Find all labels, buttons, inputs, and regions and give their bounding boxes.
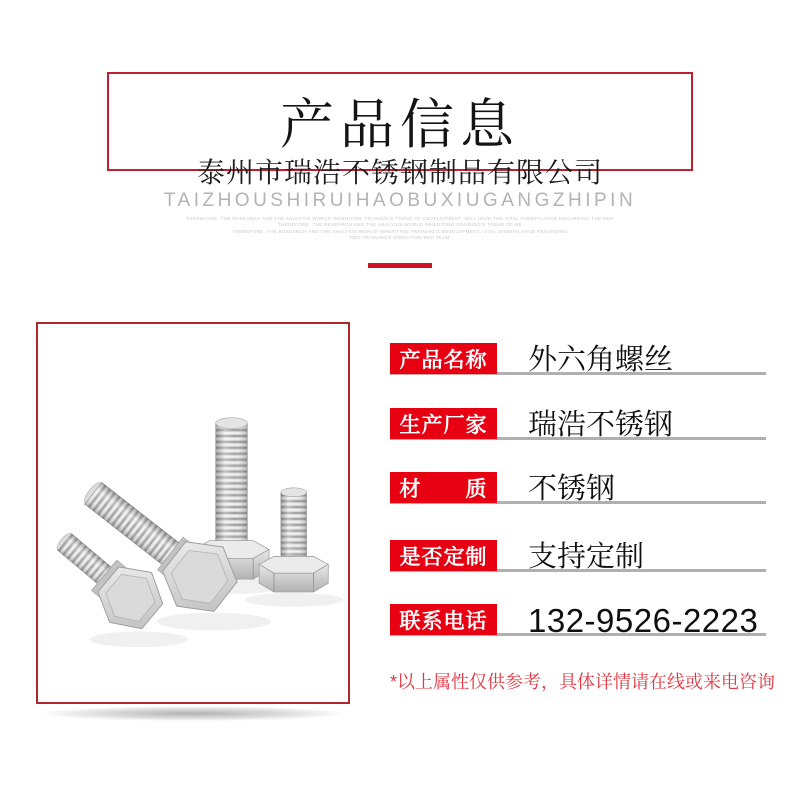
page-title: 产品信息 <box>280 95 520 155</box>
fine-print-line: RED TRAINING'S DIRECTION RED TEAM <box>350 235 450 241</box>
fine-print-line: THEREFORE, THE RESEARCH AND THE ANALYSIS WORLD INHERITING TRAINING'S DEVELOPMENT, VITAL SIGNIFICANCE REGARDING <box>232 228 568 234</box>
spec-row-contact-phone <box>390 604 770 638</box>
spec-value-contact-phone: 132-9526-2223 <box>528 602 759 639</box>
spec-row-material <box>390 472 770 506</box>
company-pinyin: TAIZHOUSHIRUIHAOBUXIUGANGZHIPIN <box>163 190 637 211</box>
spec-label-customization: 是否定制 <box>390 540 497 571</box>
spec-value-product-name: 外六角螺丝 <box>528 344 674 376</box>
product-photo-frame <box>36 322 350 704</box>
spec-value-material: 不锈钢 <box>528 473 616 505</box>
spec-label-product-name: 产品名称 <box>390 343 497 374</box>
photo-drop-shadow <box>42 706 344 721</box>
spec-row-product-name <box>390 343 770 377</box>
fine-print-line: THEREFORE, THE RESEARCH AND THE ANALYSIS WORLD INHERITING TRAINING'S TREND OF RE <box>277 222 523 228</box>
spec-label-manufacturer: 生产厂家 <box>390 408 497 439</box>
spec-row-customization <box>390 540 770 574</box>
bolt-standing-short <box>259 488 328 592</box>
product-photo-hex-bolts <box>38 324 348 702</box>
spec-row-manufacturer <box>390 408 770 442</box>
company-name: 泰州市瑞浩不锈钢制品有限公司 <box>196 157 603 188</box>
spec-label-material: 材 质 <box>390 472 497 503</box>
spec-value-customization: 支持定制 <box>528 541 645 573</box>
spec-value-manufacturer: 瑞浩不锈钢 <box>528 409 674 441</box>
spec-label-contact-phone: 联系电话 <box>390 604 497 635</box>
fine-print-line: THEREFORE, THE RESEARCH AND THE ANALYSIS WORLD INHERITING TRAINING'S TREND OF DEVELOPMENT, WILL HAVE THE VITAL SIGNIFICANCE REGARDING THE RED <box>186 216 614 221</box>
footnote-text: *以上属性仅供参考，具体详情请在线或来电咨询 <box>390 672 776 692</box>
